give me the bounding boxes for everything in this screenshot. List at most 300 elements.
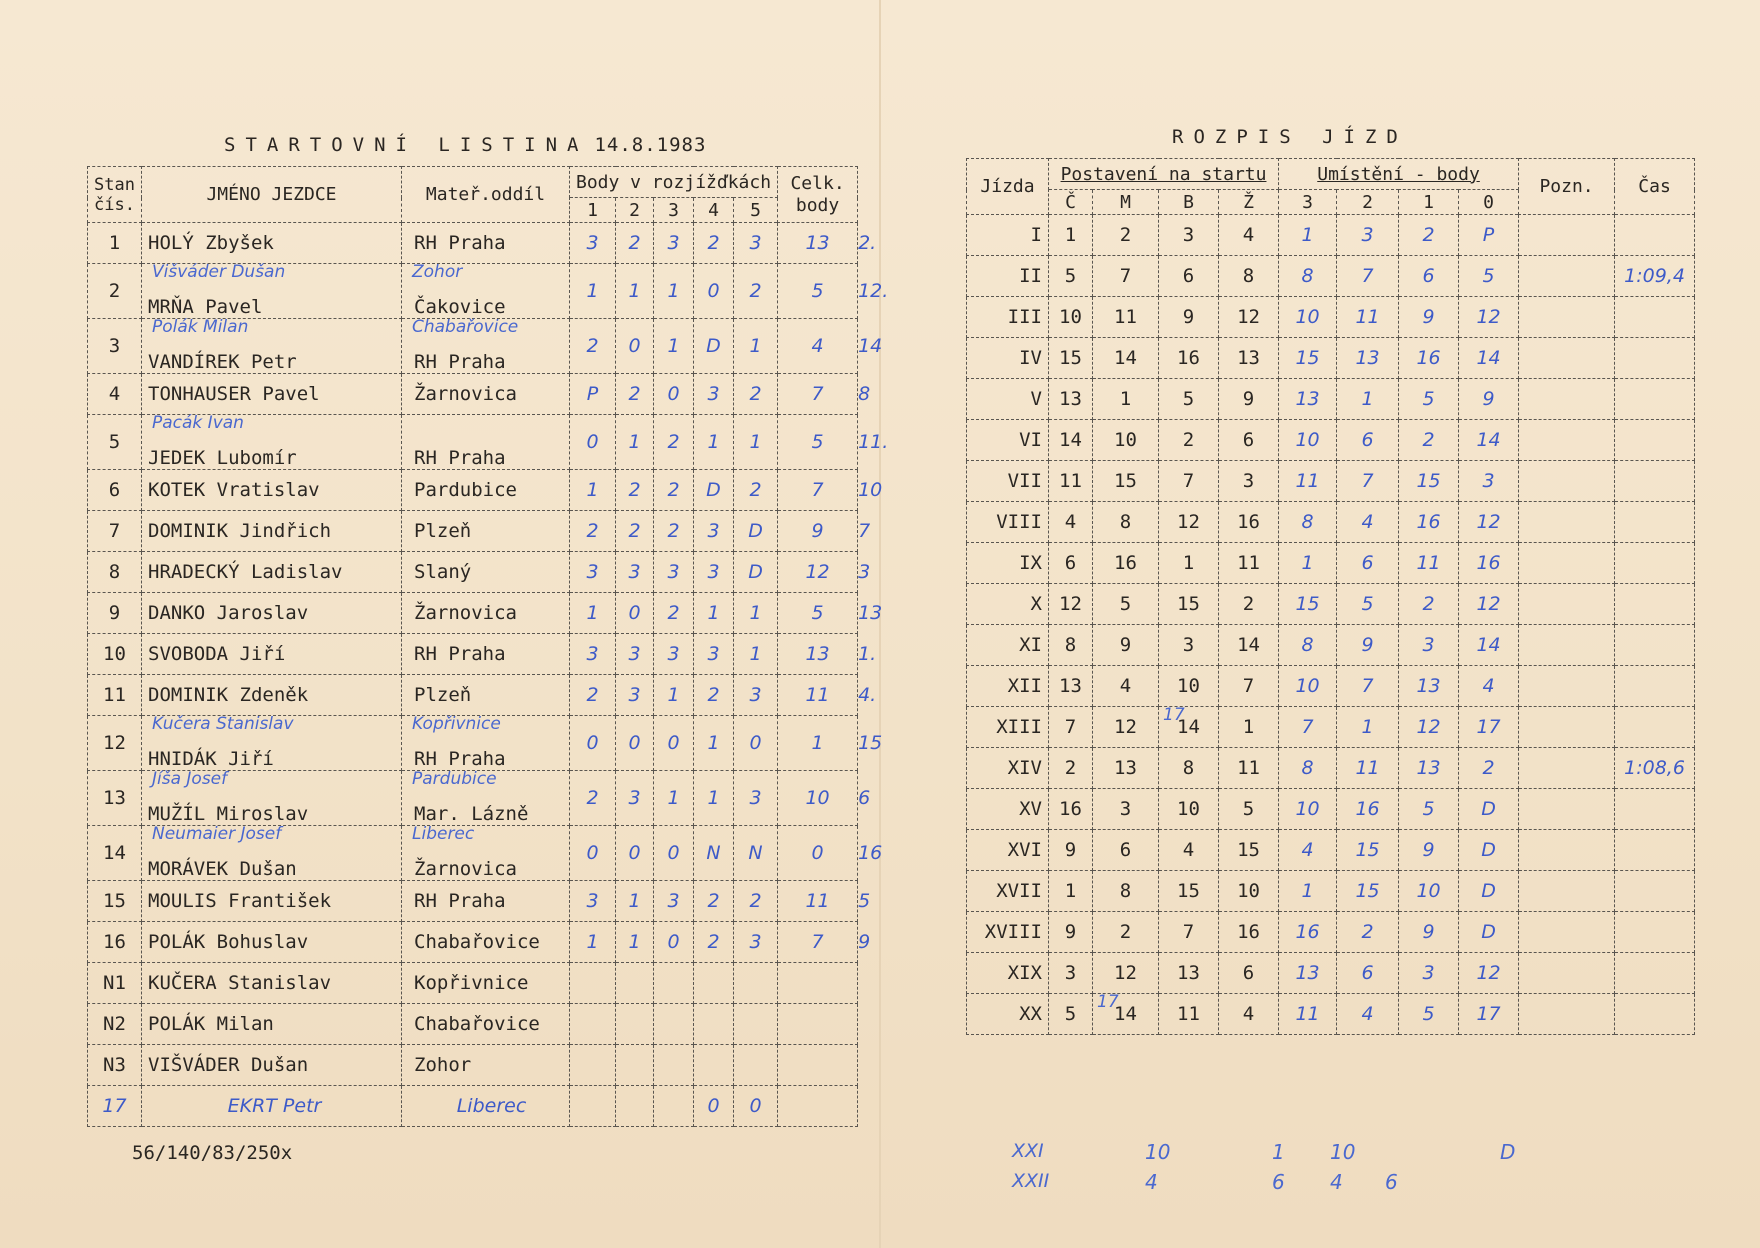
header-points: 0 (1459, 190, 1519, 215)
ride-note (1519, 748, 1615, 789)
start-position: 2 (1049, 748, 1093, 789)
ride-time (1615, 338, 1695, 379)
heat-points: 3 (616, 634, 654, 675)
header-cas: Čas (1615, 159, 1695, 215)
heat-points (654, 963, 694, 1004)
ride-time (1615, 420, 1695, 461)
ride-result: 5 (1399, 994, 1459, 1035)
ride-number: XV (967, 789, 1049, 830)
header-points: 1 (1399, 190, 1459, 215)
ride-result: 13 (1279, 953, 1337, 994)
heat-points: 1 (734, 593, 778, 634)
heat-points (654, 1045, 694, 1086)
ride-time (1615, 584, 1695, 625)
start-position: 3 (1219, 461, 1279, 502)
handwritten-club: Zohor (412, 262, 463, 282)
rider-row (88, 552, 884, 593)
heat-points: 3 (616, 552, 654, 593)
ride-result: 13 (1399, 666, 1459, 707)
start-position: 15 (1049, 338, 1093, 379)
start-position: 6 (1219, 953, 1279, 994)
ride-row (967, 215, 1695, 256)
heat-points: 2 (616, 223, 654, 264)
ride-row (967, 912, 1695, 953)
ride-result: 4 (1337, 502, 1399, 543)
start-position: 2 (1093, 215, 1159, 256)
heat-points: 3 (734, 223, 778, 264)
rider-row (88, 319, 884, 374)
handwritten-name: Jíša Josef (152, 769, 228, 789)
start-position: 15 (1219, 830, 1279, 871)
ride-result: 14 (1459, 625, 1519, 666)
start-position: 9 (1219, 379, 1279, 420)
ride-result: 7 (1337, 461, 1399, 502)
final-placing: 14 (858, 335, 883, 357)
heat-points: N (694, 826, 734, 881)
heat-points: 0 (616, 593, 654, 634)
ride-number: VII (967, 461, 1049, 502)
heat-points: 0 (616, 826, 654, 881)
header-jmeno: JMÉNO JEZDCE (142, 167, 402, 223)
start-position: 3 (1159, 215, 1219, 256)
final-placing: 11. (858, 431, 889, 453)
extra-ride-number: XXII (1012, 1170, 1050, 1192)
final-placing: 9 (858, 931, 871, 953)
start-position: 9 (1049, 912, 1093, 953)
handwritten-name: Polák Milan (152, 317, 249, 337)
total-points: 11 (778, 675, 858, 716)
rider-club: RH Praha (402, 634, 570, 675)
ride-result: 2 (1399, 215, 1459, 256)
rider-name: KUČERA Stanislav (142, 963, 402, 1004)
ride-note (1519, 461, 1615, 502)
ride-row (967, 953, 1695, 994)
rider-name: VIŠVÁDER Dušan (142, 1045, 402, 1086)
heat-points: 1 (654, 675, 694, 716)
ride-result: 11 (1337, 748, 1399, 789)
ride-number: XIX (967, 953, 1049, 994)
ride-number: VI (967, 420, 1049, 461)
start-position: 12 (1159, 502, 1219, 543)
heat-points: 0 (570, 415, 616, 470)
header-gate: Ž (1219, 190, 1279, 215)
start-number: 7 (88, 511, 142, 552)
ride-time (1615, 789, 1695, 830)
ride-row (967, 830, 1695, 871)
heat-points: D (694, 470, 734, 511)
ride-number: I (967, 215, 1049, 256)
heat-points: 1 (694, 716, 734, 771)
start-number: 10 (88, 634, 142, 675)
start-position: 13 (1049, 379, 1093, 420)
heat-points: 2 (734, 470, 778, 511)
heat-points: 1 (570, 470, 616, 511)
start-position: 1 (1049, 215, 1093, 256)
heat-points (616, 1004, 654, 1045)
schedule-header-row (967, 159, 1695, 190)
start-position: 2 (1219, 584, 1279, 625)
ride-result: D (1459, 912, 1519, 953)
ride-result: 15 (1279, 584, 1337, 625)
heat-points: 0 (734, 1086, 778, 1127)
heat-points: 0 (654, 716, 694, 771)
final-placing: 1. (858, 643, 877, 665)
ride-result: 3 (1399, 625, 1459, 666)
ride-result: 15 (1337, 871, 1399, 912)
heat-points (616, 1086, 654, 1127)
ride-time: 1:09,4 (1615, 256, 1695, 297)
ride-result: 8 (1279, 502, 1337, 543)
heat-points: 2 (616, 511, 654, 552)
rider-row (88, 1086, 884, 1127)
start-number: 2 (88, 264, 142, 319)
ride-result: 12 (1459, 584, 1519, 625)
ride-result: 4 (1279, 830, 1337, 871)
rider-name: TONHAUSER Pavel (142, 374, 402, 415)
ride-result: 16 (1399, 338, 1459, 379)
ride-time (1615, 707, 1695, 748)
ride-time (1615, 625, 1695, 666)
start-position: 5 (1049, 994, 1093, 1035)
ride-time (1615, 666, 1695, 707)
ride-number: XVII (967, 871, 1049, 912)
start-position: 4 (1049, 502, 1093, 543)
extra-start-position: 1 (1272, 1140, 1285, 1164)
total-points (778, 1045, 858, 1086)
heat-points: P (570, 374, 616, 415)
heat-points: 3 (570, 881, 616, 922)
ride-schedule-table (966, 158, 1695, 1035)
header-points: 3 (1279, 190, 1337, 215)
start-position: 7 (1093, 256, 1159, 297)
start-position: 10 (1049, 297, 1093, 338)
start-position: 2 (1093, 912, 1159, 953)
heat-points: 1 (734, 415, 778, 470)
heat-points (570, 1004, 616, 1045)
start-position: 11 (1219, 748, 1279, 789)
print-code: 56/140/83/250x (132, 1142, 293, 1164)
final-placing (858, 963, 884, 1004)
handwritten-name: Neumaier Josef (152, 824, 282, 844)
heat-points (654, 1086, 694, 1127)
start-position: 4 (1219, 215, 1279, 256)
start-position: 8 (1093, 871, 1159, 912)
ride-result: 13 (1337, 338, 1399, 379)
ride-time (1615, 994, 1695, 1035)
heat-points: 3 (654, 552, 694, 593)
start-position: 2 (1159, 420, 1219, 461)
heat-points (734, 1045, 778, 1086)
ride-number: XX (967, 994, 1049, 1035)
heat-points: 2 (654, 470, 694, 511)
ride-row (967, 625, 1695, 666)
rider-row (88, 374, 884, 415)
start-position: 10 (1093, 420, 1159, 461)
ride-result: 15 (1399, 461, 1459, 502)
total-points: 0 (778, 826, 858, 881)
rider-name: POLÁK Milan (142, 1004, 402, 1045)
ride-schedule-title: ROZPIS JÍZD (1172, 126, 1408, 148)
heat-points: 0 (570, 716, 616, 771)
final-placing (858, 1045, 884, 1086)
heat-points: 1 (570, 593, 616, 634)
ride-result: 2 (1459, 748, 1519, 789)
ride-note (1519, 953, 1615, 994)
heat-points: 3 (654, 223, 694, 264)
ride-row (967, 502, 1695, 543)
start-position: 11 (1159, 994, 1219, 1035)
heat-points: 1 (570, 922, 616, 963)
ride-row (967, 666, 1695, 707)
final-placing: 16 (858, 842, 883, 864)
ride-note (1519, 215, 1615, 256)
ride-result: P (1459, 215, 1519, 256)
rider-row (88, 771, 884, 826)
rider-club: RH Praha Chabařovice (402, 319, 570, 374)
header-body: Body v rozjížďkách (570, 167, 778, 198)
heat-points: 3 (654, 881, 694, 922)
heat-points: 1 (654, 319, 694, 374)
heat-points: 2 (654, 415, 694, 470)
final-placing: 6 (858, 787, 871, 809)
ride-result: 2 (1337, 912, 1399, 953)
heat-points: 0 (616, 716, 654, 771)
ride-result: 1 (1337, 379, 1399, 420)
heat-points: 2 (616, 374, 654, 415)
heat-points: N (734, 826, 778, 881)
start-position: 16 (1219, 502, 1279, 543)
ride-time (1615, 830, 1695, 871)
ride-number: IV (967, 338, 1049, 379)
ride-note (1519, 707, 1615, 748)
ride-time: 1:08,6 (1615, 748, 1695, 789)
ride-number: XVI (967, 830, 1049, 871)
ride-row (967, 584, 1695, 625)
start-number: 9 (88, 593, 142, 634)
heat-points: 3 (694, 634, 734, 675)
total-points (778, 1086, 858, 1127)
ride-result: 2 (1399, 420, 1459, 461)
start-number: 15 (88, 881, 142, 922)
heat-points: 0 (694, 1086, 734, 1127)
heat-points: 3 (734, 922, 778, 963)
extra-start-position: 4 (1145, 1170, 1158, 1194)
total-points: 5 (778, 593, 858, 634)
heat-points: 3 (616, 675, 654, 716)
rider-name: DANKO Jaroslav (142, 593, 402, 634)
heat-points: 3 (734, 771, 778, 826)
heat-points: D (734, 552, 778, 593)
start-position: 4 (1159, 830, 1219, 871)
ride-result: 11 (1399, 543, 1459, 584)
header-heat-5: 5 (734, 198, 778, 223)
ride-note (1519, 297, 1615, 338)
heat-points: 3 (694, 511, 734, 552)
final-placing: 3 (858, 561, 871, 583)
heat-points (694, 963, 734, 1004)
ride-result: 5 (1459, 256, 1519, 297)
ride-row (967, 256, 1695, 297)
ride-result: 10 (1279, 789, 1337, 830)
ride-result: 5 (1399, 789, 1459, 830)
ride-number: XI (967, 625, 1049, 666)
heat-points (734, 1004, 778, 1045)
total-points: 11 (778, 881, 858, 922)
extra-ride-number: XXI (1012, 1140, 1044, 1162)
heat-points: 3 (616, 771, 654, 826)
total-points: 1 (778, 716, 858, 771)
ride-result: 17 (1459, 994, 1519, 1035)
heat-points (570, 963, 616, 1004)
ride-result: 12 (1459, 953, 1519, 994)
rider-row (88, 826, 884, 881)
ride-result: 16 (1279, 912, 1337, 953)
ride-result: 1 (1279, 871, 1337, 912)
heat-points: 1 (694, 593, 734, 634)
ride-number: V (967, 379, 1049, 420)
heat-points: 1 (734, 319, 778, 374)
rider-club: RH Praha (402, 223, 570, 264)
start-position: 15 (1159, 584, 1219, 625)
ride-note (1519, 789, 1615, 830)
start-position: 13 (1159, 953, 1219, 994)
rider-name: VANDÍREK Petr Polák Milan (142, 319, 402, 374)
header-stan: Stan čís. (88, 167, 142, 223)
heat-points: 2 (654, 511, 694, 552)
heat-points: 2 (694, 881, 734, 922)
start-list-title-text: STARTOVNÍ LISTINA (224, 134, 589, 156)
ride-note (1519, 830, 1615, 871)
ride-result: 9 (1399, 830, 1459, 871)
ride-time (1615, 871, 1695, 912)
heat-points (570, 1086, 616, 1127)
rider-name: JEDEK Lubomír Pacák Ivan (142, 415, 402, 470)
rider-club: Kopřivnice (402, 963, 570, 1004)
start-position: 12 (1049, 584, 1093, 625)
rider-club: Čakovice Zohor (402, 264, 570, 319)
heat-points: 2 (570, 771, 616, 826)
ride-result: 4 (1337, 994, 1399, 1035)
start-position: 1 (1159, 543, 1219, 584)
start-position: 15 (1159, 871, 1219, 912)
ride-result: 16 (1459, 543, 1519, 584)
start-position: 12 (1219, 297, 1279, 338)
ride-note (1519, 338, 1615, 379)
heat-points: 1 (570, 264, 616, 319)
heat-points: 2 (570, 319, 616, 374)
extra-result: 6 (1385, 1170, 1398, 1194)
handwritten-club: Kopřivnice (412, 714, 501, 734)
handwritten-name: Višváder Dušan (152, 262, 286, 282)
ride-result: 8 (1279, 748, 1337, 789)
final-placing: 2. (858, 232, 877, 254)
start-position: 7 (1049, 707, 1093, 748)
header-heat-2: 2 (616, 198, 654, 223)
start-position: 11 (1219, 543, 1279, 584)
header-gate: M (1093, 190, 1159, 215)
rider-name: MRŇA Pavel Višváder Dušan (142, 264, 402, 319)
total-points (778, 1004, 858, 1045)
start-number: 5 (88, 415, 142, 470)
heat-points: 0 (734, 716, 778, 771)
heat-points: 3 (570, 634, 616, 675)
total-points: 13 (778, 223, 858, 264)
ride-row (967, 748, 1695, 789)
heat-points: 0 (616, 319, 654, 374)
start-position: 16 (1219, 912, 1279, 953)
heat-points: 1 (654, 264, 694, 319)
start-position: 11 (1093, 297, 1159, 338)
heat-points: 3 (694, 374, 734, 415)
header-pozn: Pozn. (1519, 159, 1615, 215)
rider-club: Mar. Lázně Pardubice (402, 771, 570, 826)
heat-points: 1 (654, 771, 694, 826)
rider-row (88, 223, 884, 264)
ride-row (967, 297, 1695, 338)
total-points: 7 (778, 922, 858, 963)
ride-result: 7 (1279, 707, 1337, 748)
ride-result: 12 (1399, 707, 1459, 748)
ride-result: 7 (1337, 256, 1399, 297)
ride-result: 11 (1337, 297, 1399, 338)
heat-points: 2 (570, 511, 616, 552)
ride-time (1615, 543, 1695, 584)
header-gate: Č (1049, 190, 1093, 215)
ride-row (967, 871, 1695, 912)
heat-points: 2 (694, 223, 734, 264)
ride-result: 6 (1337, 420, 1399, 461)
start-position: 12 (1093, 707, 1159, 748)
header-points: 2 (1337, 190, 1399, 215)
rider-row (88, 470, 884, 511)
start-position: 7 (1159, 912, 1219, 953)
start-number: N2 (88, 1004, 142, 1045)
start-position: 16 (1049, 789, 1093, 830)
ride-result: D (1459, 830, 1519, 871)
start-position: 7 (1219, 666, 1279, 707)
ride-note (1519, 994, 1615, 1035)
start-number: N3 (88, 1045, 142, 1086)
extra-start-position: 10 (1145, 1140, 1171, 1164)
extra-start-position: 6 (1272, 1170, 1285, 1194)
ride-note (1519, 912, 1615, 953)
start-position: 14 17 (1093, 994, 1159, 1035)
ride-result: 9 (1459, 379, 1519, 420)
heat-points: 1 (616, 922, 654, 963)
handwritten-correction: 17 (1163, 705, 1185, 725)
start-position: 5 (1049, 256, 1093, 297)
heat-points (570, 1045, 616, 1086)
start-position: 6 (1049, 543, 1093, 584)
start-position: 4 (1219, 994, 1279, 1035)
handwritten-name: Pacák Ivan (152, 413, 244, 433)
start-position: 7 (1159, 461, 1219, 502)
ride-result: 9 (1399, 912, 1459, 953)
ride-note (1519, 543, 1615, 584)
ride-result: 6 (1399, 256, 1459, 297)
ride-result: 13 (1399, 748, 1459, 789)
rider-name: MOULIS František (142, 881, 402, 922)
ride-result: 8 (1279, 256, 1337, 297)
rider-row (88, 593, 884, 634)
header-celk: Celk. body (778, 167, 858, 223)
rider-club: Pardubice (402, 470, 570, 511)
rider-name: KOTEK Vratislav (142, 470, 402, 511)
ride-number: III (967, 297, 1049, 338)
rider-club: Chabařovice (402, 1004, 570, 1045)
rider-row (88, 415, 884, 470)
start-number: 13 (88, 771, 142, 826)
